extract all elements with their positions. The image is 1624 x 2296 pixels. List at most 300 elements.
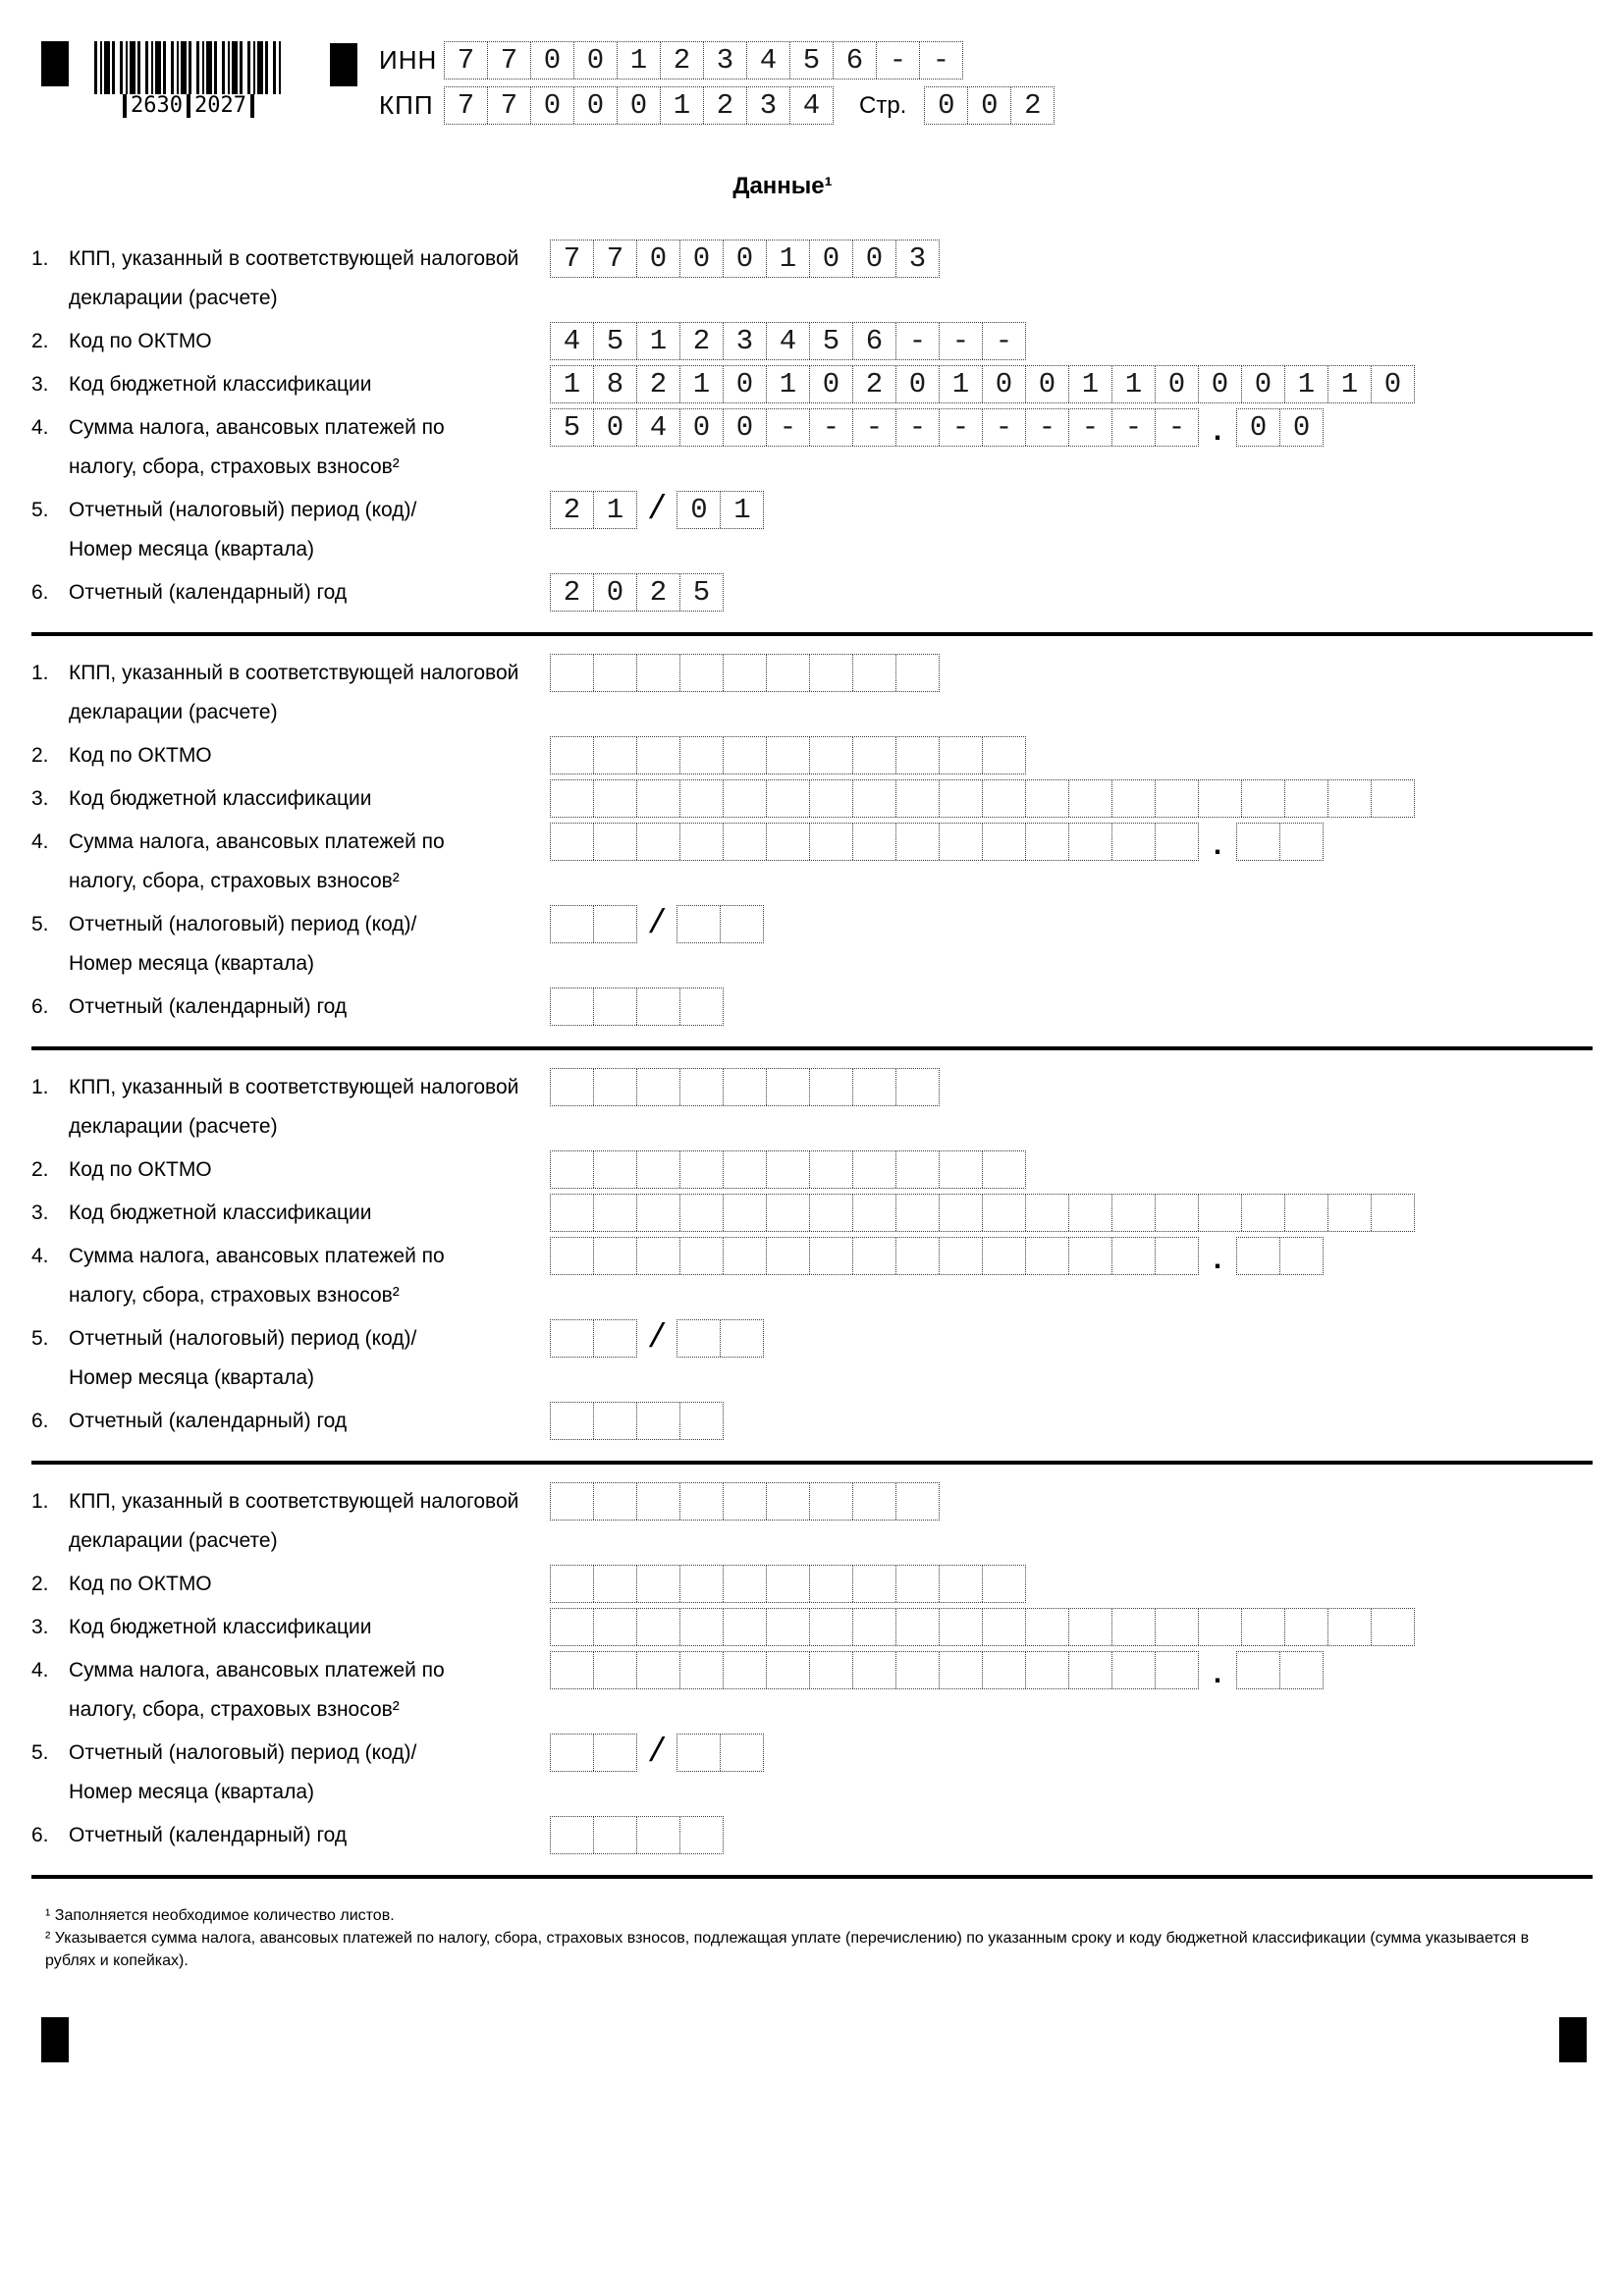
digit-cell [896, 1238, 940, 1274]
field-number: 3. [31, 1616, 49, 1638]
digit-cell: 0 [574, 42, 618, 79]
digit-cell [1112, 1195, 1156, 1231]
field-label-kpp [31, 240, 550, 318]
period-code-cells [550, 1734, 637, 1772]
digit-cell: - [810, 409, 853, 446]
field-label-oktmo [31, 322, 550, 361]
digit-cell [1026, 780, 1069, 817]
field-label-kbk [31, 1194, 550, 1233]
digit-cell [1026, 1195, 1069, 1231]
digit-cell: 7 [488, 42, 531, 79]
digit-cell [724, 1151, 767, 1188]
field-row-kbk [31, 1194, 1593, 1233]
field-number: 3. [31, 1201, 49, 1224]
field-number: 6. [31, 1410, 49, 1432]
digit-cell [810, 1652, 853, 1688]
digit-cell: 2 [680, 323, 724, 359]
field-row-kpp [31, 240, 1593, 318]
field-number: 2. [31, 1158, 49, 1181]
period-slash-separator: / [647, 906, 668, 943]
digit-cell [677, 906, 721, 942]
field-row-oktmo [31, 1150, 1593, 1190]
digit-cell [940, 1195, 983, 1231]
sum-rubles-cells [550, 1651, 1199, 1689]
period-month-cells [677, 491, 764, 529]
digit-cell [810, 1151, 853, 1188]
digit-cell [983, 1195, 1026, 1231]
digit-cell [637, 1151, 680, 1188]
digit-cell [551, 824, 594, 860]
digit-cell [637, 1609, 680, 1645]
digit-cell [594, 906, 636, 942]
digit-cell [983, 1652, 1026, 1688]
field-cells-year [550, 573, 724, 612]
field-number: 4. [31, 1659, 49, 1682]
digit-cell: 7 [551, 240, 594, 277]
digit-cell [1199, 780, 1242, 817]
digit-cell [1156, 1195, 1199, 1231]
field-label-year [31, 988, 550, 1027]
digit-cell [724, 780, 767, 817]
field-row-year [31, 1816, 1593, 1855]
field-number: 2. [31, 744, 49, 767]
digit-cell: - [1167, 411, 1186, 444]
year-cells [550, 988, 724, 1026]
digit-cell [767, 780, 810, 817]
field-number: 5. [31, 499, 49, 521]
digit-cell [551, 1609, 594, 1645]
digit-cell [724, 1609, 767, 1645]
digit-cell [680, 655, 724, 691]
field-number: 3. [31, 373, 49, 396]
digit-cell [637, 655, 680, 691]
digit-cell: - [1069, 409, 1112, 446]
digit-cell [1328, 1195, 1372, 1231]
digit-cell [594, 988, 637, 1025]
digit-cell [680, 1403, 723, 1439]
kpp-cells [550, 240, 940, 278]
digit-cell [594, 1069, 637, 1105]
digit-cell [1285, 780, 1328, 817]
field-number: 4. [31, 1245, 49, 1267]
kpp-field [444, 86, 834, 125]
digit-cell [724, 1652, 767, 1688]
field-label-text: КПП, указанный в соответствующей налоговой декларации (расчете) [69, 1076, 519, 1138]
digit-cell [594, 1195, 637, 1231]
field-row-kbk [31, 1608, 1593, 1647]
digit-cell [983, 1566, 1025, 1602]
field-label-oktmo [31, 1565, 550, 1604]
inn-label: ИНН [379, 45, 438, 75]
barcode-number-left: 2630 [131, 93, 183, 118]
field-cells-oktmo [550, 736, 1026, 774]
field-number: 6. [31, 1824, 49, 1846]
digit-cell [853, 1238, 896, 1274]
field-label-sum [31, 408, 550, 487]
field-number: 6. [31, 581, 49, 604]
digit-cell [767, 655, 810, 691]
digit-cell [594, 1817, 637, 1853]
sum-rubles-cells [550, 823, 1199, 861]
digit-cell [853, 824, 896, 860]
digit-cell [637, 780, 680, 817]
digit-cell [680, 1566, 724, 1602]
barcode-bars [94, 41, 283, 94]
field-label-period [31, 1319, 550, 1398]
field-label-text: КПП, указанный в соответствующей налоговой декларации (расчете) [69, 247, 519, 309]
registration-mark-top-left [41, 41, 69, 86]
digit-cell [1069, 1238, 1112, 1274]
field-cells-year [550, 1816, 724, 1854]
digit-cell [1199, 1609, 1242, 1645]
digit-cell [551, 1069, 594, 1105]
field-label-sum [31, 1237, 550, 1315]
digit-cell [594, 780, 637, 817]
decimal-separator: . [1209, 1659, 1227, 1692]
digit-cell: 0 [574, 87, 618, 124]
digit-cell [810, 1483, 853, 1520]
field-label-text: Код по ОКТМО [69, 330, 212, 352]
field-label-kbk [31, 779, 550, 819]
field-label-text: Сумма налога, авансовых платежей по налогу, сбора, страховых взносов² [69, 830, 445, 892]
digit-cell [853, 655, 896, 691]
data-block-4 [31, 1465, 1593, 1879]
field-label-text: КПП, указанный в соответствующей налоговой декларации (расчете) [69, 662, 519, 723]
digit-cell [983, 1609, 1026, 1645]
field-row-period [31, 1319, 1593, 1398]
digit-cell [1328, 780, 1372, 817]
digit-cell: 1 [1328, 366, 1372, 402]
digit-cell: 7 [488, 87, 531, 124]
digit-cell [940, 737, 983, 774]
field-number: 3. [31, 787, 49, 810]
digit-cell: - [932, 44, 950, 77]
digit-cell [853, 1483, 896, 1520]
digit-cell: 2 [661, 42, 704, 79]
field-number: 1. [31, 1490, 49, 1513]
digit-cell [594, 1735, 636, 1771]
field-number: 4. [31, 830, 49, 853]
field-cells-kbk [550, 1608, 1415, 1646]
field-label-text: Отчетный (налоговый) период (код)/ Номер месяца (квартала) [69, 913, 417, 975]
digit-cell: 0 [724, 409, 767, 446]
barcode [94, 41, 283, 118]
digit-cell: 2 [637, 366, 680, 402]
field-row-oktmo [31, 1565, 1593, 1604]
year-cells [550, 1402, 724, 1440]
field-label-text: Сумма налога, авансовых платежей по налогу, сбора, страховых взносов² [69, 1245, 445, 1307]
digit-cell [1026, 1238, 1069, 1274]
footnote-1: ¹ Заполняется необходимое количество листов. [45, 1907, 395, 1924]
field-label-text: Отчетный (налоговый) период (код)/ Номер месяца (квартала) [69, 499, 417, 561]
field-row-kpp [31, 654, 1593, 732]
field-row-sum [31, 1237, 1593, 1315]
field-label-text: Отчетный (налоговый) период (код)/ Номер месяца (квартала) [69, 1741, 417, 1803]
digit-cell: 0 [1237, 409, 1280, 446]
digit-cell [594, 1483, 637, 1520]
digit-cell [637, 824, 680, 860]
digit-cell: 1 [606, 494, 624, 526]
digit-cell [896, 1483, 939, 1520]
digit-cell: - [853, 409, 896, 446]
digit-cell: 1 [767, 240, 810, 277]
digit-cell [1280, 1238, 1323, 1274]
kbk-cells [550, 365, 1415, 403]
field-label-text: Сумма налога, авансовых платежей по налогу, сбора, страховых взносов² [69, 416, 445, 478]
digit-cell [767, 1238, 810, 1274]
digit-cell: 5 [594, 323, 637, 359]
digit-cell [551, 1320, 594, 1357]
field-cells-sum [550, 1651, 1324, 1692]
decimal-separator: . [1209, 416, 1227, 450]
digit-cell [853, 1566, 896, 1602]
field-label-year [31, 573, 550, 613]
digit-cell: 0 [637, 240, 680, 277]
digit-cell [637, 1069, 680, 1105]
digit-cell [637, 1483, 680, 1520]
digit-cell [551, 906, 594, 942]
digit-cell: 2 [637, 574, 680, 611]
digit-cell: 1 [1285, 366, 1328, 402]
digit-cell [1069, 1652, 1112, 1688]
field-label-period [31, 905, 550, 984]
digit-cell [1237, 1652, 1280, 1688]
field-number: 2. [31, 330, 49, 352]
digit-cell [551, 1566, 594, 1602]
digit-cell [1285, 1195, 1328, 1231]
digit-cell [637, 1652, 680, 1688]
digit-cell [896, 1609, 940, 1645]
field-cells-period [550, 1734, 764, 1772]
digit-cell [810, 824, 853, 860]
oktmo-cells [550, 1565, 1026, 1603]
digit-cell [896, 1151, 940, 1188]
field-cells-kpp [550, 240, 940, 278]
digit-cell: 0 [853, 240, 896, 277]
digit-cell [1237, 1238, 1280, 1274]
digit-cell: 2 [1024, 89, 1042, 122]
digit-cell: 0 [968, 87, 1011, 124]
digit-cell [594, 1238, 637, 1274]
digit-cell: 0 [531, 42, 574, 79]
digit-cell: 0 [810, 366, 853, 402]
digit-cell [1156, 1238, 1198, 1274]
sum-kopecks-cells [1236, 1237, 1324, 1275]
field-label-text: Код бюджетной классификации [69, 1201, 372, 1224]
digit-cell [767, 1069, 810, 1105]
digit-cell [853, 1609, 896, 1645]
field-label-text: Код по ОКТМО [69, 1573, 212, 1595]
digit-cell [810, 1069, 853, 1105]
digit-cell [680, 1652, 724, 1688]
field-label-text: Код бюджетной классификации [69, 787, 372, 810]
data-block-3 [31, 1050, 1593, 1465]
digit-cell: 4 [637, 409, 680, 446]
field-row-kpp [31, 1068, 1593, 1147]
field-cells-year [550, 1402, 724, 1440]
digit-cell: 0 [677, 492, 721, 528]
digit-cell: 5 [551, 409, 594, 446]
digit-cell [1026, 1609, 1069, 1645]
digit-cell [637, 1403, 680, 1439]
field-row-year [31, 1402, 1593, 1441]
digit-cell [853, 737, 896, 774]
data-block-2 [31, 636, 1593, 1050]
field-cells-period [550, 1319, 764, 1358]
oktmo-cells [550, 736, 1026, 774]
field-label-text: Отчетный (календарный) год [69, 1824, 348, 1846]
digit-cell: 0 [618, 87, 661, 124]
digit-cell: - [896, 323, 940, 359]
oktmo-cells [550, 1150, 1026, 1189]
digit-cell [983, 824, 1026, 860]
digit-cell [853, 1195, 896, 1231]
digit-cell [724, 737, 767, 774]
digit-cell [767, 1566, 810, 1602]
digit-cell [637, 988, 680, 1025]
digit-cell [721, 1735, 763, 1771]
field-label-text: КПП, указанный в соответствующей налоговой декларации (расчете) [69, 1490, 519, 1552]
digit-cell [594, 655, 637, 691]
digit-cell: 0 [1292, 411, 1311, 444]
field-label-text: Код бюджетной классификации [69, 373, 372, 396]
kpp-cells [550, 1068, 940, 1106]
digit-cell [810, 1609, 853, 1645]
digit-cell [1156, 1652, 1198, 1688]
field-label-text: Код бюджетной классификации [69, 1616, 372, 1638]
field-cells-kpp [550, 1068, 940, 1106]
period-code-cells [550, 905, 637, 943]
digit-cell [810, 737, 853, 774]
digit-cell [1242, 1609, 1285, 1645]
digit-cell: - [877, 42, 920, 79]
sum-kopecks-cells [1236, 1651, 1324, 1689]
field-label-text: Отчетный (календарный) год [69, 581, 348, 604]
digit-cell: 1 [733, 494, 751, 526]
sum-kopecks-cells [1236, 823, 1324, 861]
field-row-period [31, 1734, 1593, 1812]
field-row-sum [31, 408, 1593, 487]
digit-cell [810, 1195, 853, 1231]
digit-cell [1069, 824, 1112, 860]
digit-cell [1328, 1609, 1372, 1645]
field-label-sum [31, 1651, 550, 1730]
period-month-cells [677, 1319, 764, 1358]
field-cells-oktmo [550, 322, 1026, 360]
digit-cell [721, 1320, 763, 1357]
digit-cell [1069, 780, 1112, 817]
digit-cell [1112, 824, 1156, 860]
digit-cell [1372, 1609, 1414, 1645]
field-number: 5. [31, 913, 49, 935]
digit-cell [1026, 824, 1069, 860]
digit-cell [767, 737, 810, 774]
digit-cell [896, 780, 940, 817]
field-row-kbk [31, 779, 1593, 819]
sum-kopecks-cells [1236, 408, 1324, 447]
digit-cell [810, 1238, 853, 1274]
digit-cell: 4 [802, 89, 821, 122]
period-slash-separator: / [647, 492, 668, 529]
digit-cell [1372, 1195, 1414, 1231]
form-header [0, 0, 1624, 132]
digit-cell [551, 988, 594, 1025]
digit-cell [680, 1609, 724, 1645]
digit-cell [1112, 1238, 1156, 1274]
digit-cell [1372, 780, 1414, 817]
period-code-cells [550, 1319, 637, 1358]
digit-cell [767, 824, 810, 860]
field-label-kpp [31, 1482, 550, 1561]
field-row-kpp [31, 1482, 1593, 1561]
digit-cell [677, 1320, 721, 1357]
digit-cell: 5 [790, 42, 834, 79]
digit-cell [680, 780, 724, 817]
field-row-year [31, 573, 1593, 613]
digit-cell: 0 [680, 240, 724, 277]
digit-cell: 3 [908, 242, 927, 275]
digit-cell [637, 1195, 680, 1231]
digit-cell [680, 1195, 724, 1231]
digit-cell [680, 1483, 724, 1520]
digit-cell [551, 780, 594, 817]
digit-cell [853, 780, 896, 817]
field-cells-oktmo [550, 1150, 1026, 1189]
digit-cell: 2 [551, 574, 594, 611]
registration-mark-inner [330, 43, 357, 86]
digit-cell: 4 [767, 323, 810, 359]
digit-cell [940, 1652, 983, 1688]
digit-cell [551, 1403, 594, 1439]
digit-cell [896, 655, 939, 691]
footnotes [45, 1904, 1575, 1972]
digit-cell: - [1112, 409, 1156, 446]
field-label-text: Отчетный (календарный) год [69, 995, 348, 1018]
decimal-separator: . [1209, 830, 1227, 864]
digit-cell: 1 [680, 366, 724, 402]
period-month-cells [677, 905, 764, 943]
digit-cell: 1 [940, 366, 983, 402]
digit-cell [594, 1151, 637, 1188]
digit-cell: 7 [445, 87, 488, 124]
digit-cell [551, 1652, 594, 1688]
digit-cell [767, 1609, 810, 1645]
barcode-number [123, 94, 254, 118]
digit-cell [551, 737, 594, 774]
digit-cell [853, 1652, 896, 1688]
field-number: 2. [31, 1573, 49, 1595]
field-cells-kbk [550, 1194, 1415, 1232]
digit-cell [594, 1566, 637, 1602]
digit-cell: 0 [1026, 366, 1069, 402]
digit-cell [1285, 1609, 1328, 1645]
digit-cell [940, 1609, 983, 1645]
field-label-kpp [31, 1068, 550, 1147]
registration-mark-bottom-left [41, 2017, 69, 2062]
digit-cell: 0 [724, 240, 767, 277]
digit-cell [940, 1238, 983, 1274]
digit-cell [1242, 1195, 1285, 1231]
digit-cell [637, 737, 680, 774]
digit-cell: 0 [925, 87, 968, 124]
digit-cell: 0 [983, 366, 1026, 402]
digit-cell [594, 1403, 637, 1439]
field-row-period [31, 491, 1593, 569]
digit-cell [767, 1151, 810, 1188]
digit-cell: 4 [747, 42, 790, 79]
digit-cell: 0 [1242, 366, 1285, 402]
inn-row [379, 41, 1055, 80]
